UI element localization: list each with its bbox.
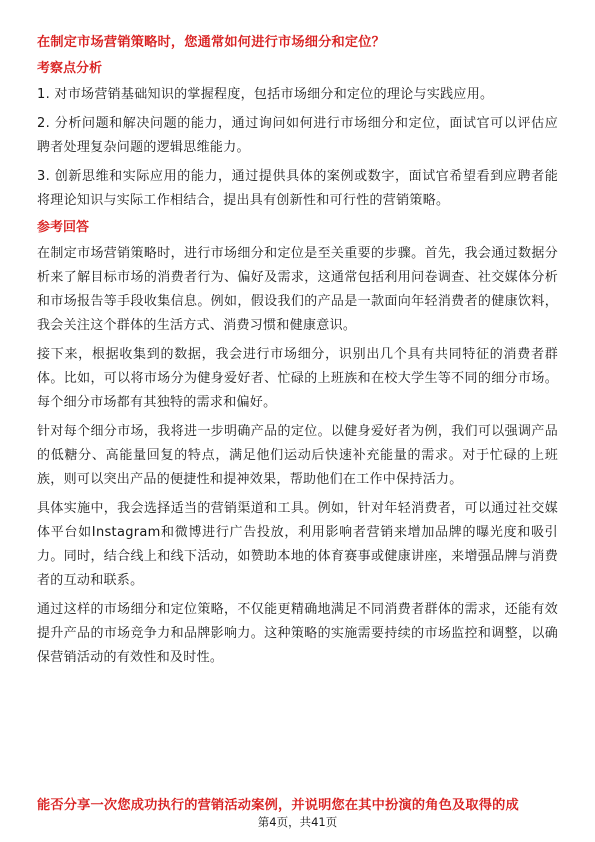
interview-question: 在制定市场营销策略时，您通常如何进行市场细分和定位？ xyxy=(37,35,386,50)
answer-paragraph: 通过这样的市场细分和定位策略，不仅能更精确地满足不同消费者群体的需求，还能有效提升产品的市场竞争力和品牌影响力。这种策略的实施需要持续的市场监控和调整，以确保营销活动的有效性和及时性。 xyxy=(37,602,558,665)
next-question: 能否分享一次您成功执行的营销活动案例，并说明您在其中扮演的角色及取得的成 xyxy=(37,798,519,813)
analysis-item: 1. 对市场营销基础知识的掌握程度，包括市场细分和定位的理论与实践应用。 xyxy=(37,87,494,102)
answer-paragraph: 在制定市场营销策略时，进行市场细分和定位是至关重要的步骤。首先，我会通过数据分析来了解目标市场的消费者行为、偏好及需求，这通常包括利用问卷调查、社交媒体分析和市场报告等手段收集信息。例如，假设我们的产品是一款面向年轻消费者的健康饮料，我会关注这个群体的生活方式、消费习惯和健康意识。 xyxy=(37,246,558,333)
answer-section xyxy=(37,218,558,670)
analysis-section xyxy=(37,59,558,213)
analysis-item: 3. 创新思维和实际应用的能力，通过提供具体的案例或数字，面试官希望看到应聘者能将理论知识与实际工作相结合，提出具有创新性和可行性的营销策略。 xyxy=(37,169,558,208)
page-number: 第4页，共41页 xyxy=(257,815,338,829)
answer-paragraph: 具体实施中，我会选择适当的营销渠道和工具。例如，针对年轻消费者，可以通过社交媒体平台如Instagram和微博进行广告投放，利用影响者营销来增加品牌的曝光度和吸引力。同时，结合线上和线下活动，如赞助本地的体育赛事或健康讲座，来增强品牌与消费者的互动和联系。 xyxy=(37,501,558,588)
answer-paragraph: 接下来，根据收集到的数据，我会进行市场细分，识别出几个具有共同特征的消费者群体。比如，可以将市场分为健身爱好者、忙碌的上班族和在校大学生等不同的细分市场。每个细分市场都有其独特的需求和偏好。 xyxy=(37,347,558,410)
analysis-title: 考察点分析 xyxy=(37,61,103,76)
answer-paragraph: 针对每个细分市场，我将进一步明确产品的定位。以健身爱好者为例，我们可以强调产品的低糖分、高能量回复的特点，满足他们运动后快速补充能量的需求。对于忙碌的上班族，则可以突出产品的便捷性和提神效果，帮助他们在工作中保持活力。 xyxy=(37,424,558,487)
analysis-item: 2. 分析问题和解决问题的能力，通过询问如何进行市场细分和定位，面试官可以评估应聘者处理复杂问题的逻辑思维能力。 xyxy=(37,116,558,155)
answer-title: 参考回答 xyxy=(37,220,90,235)
